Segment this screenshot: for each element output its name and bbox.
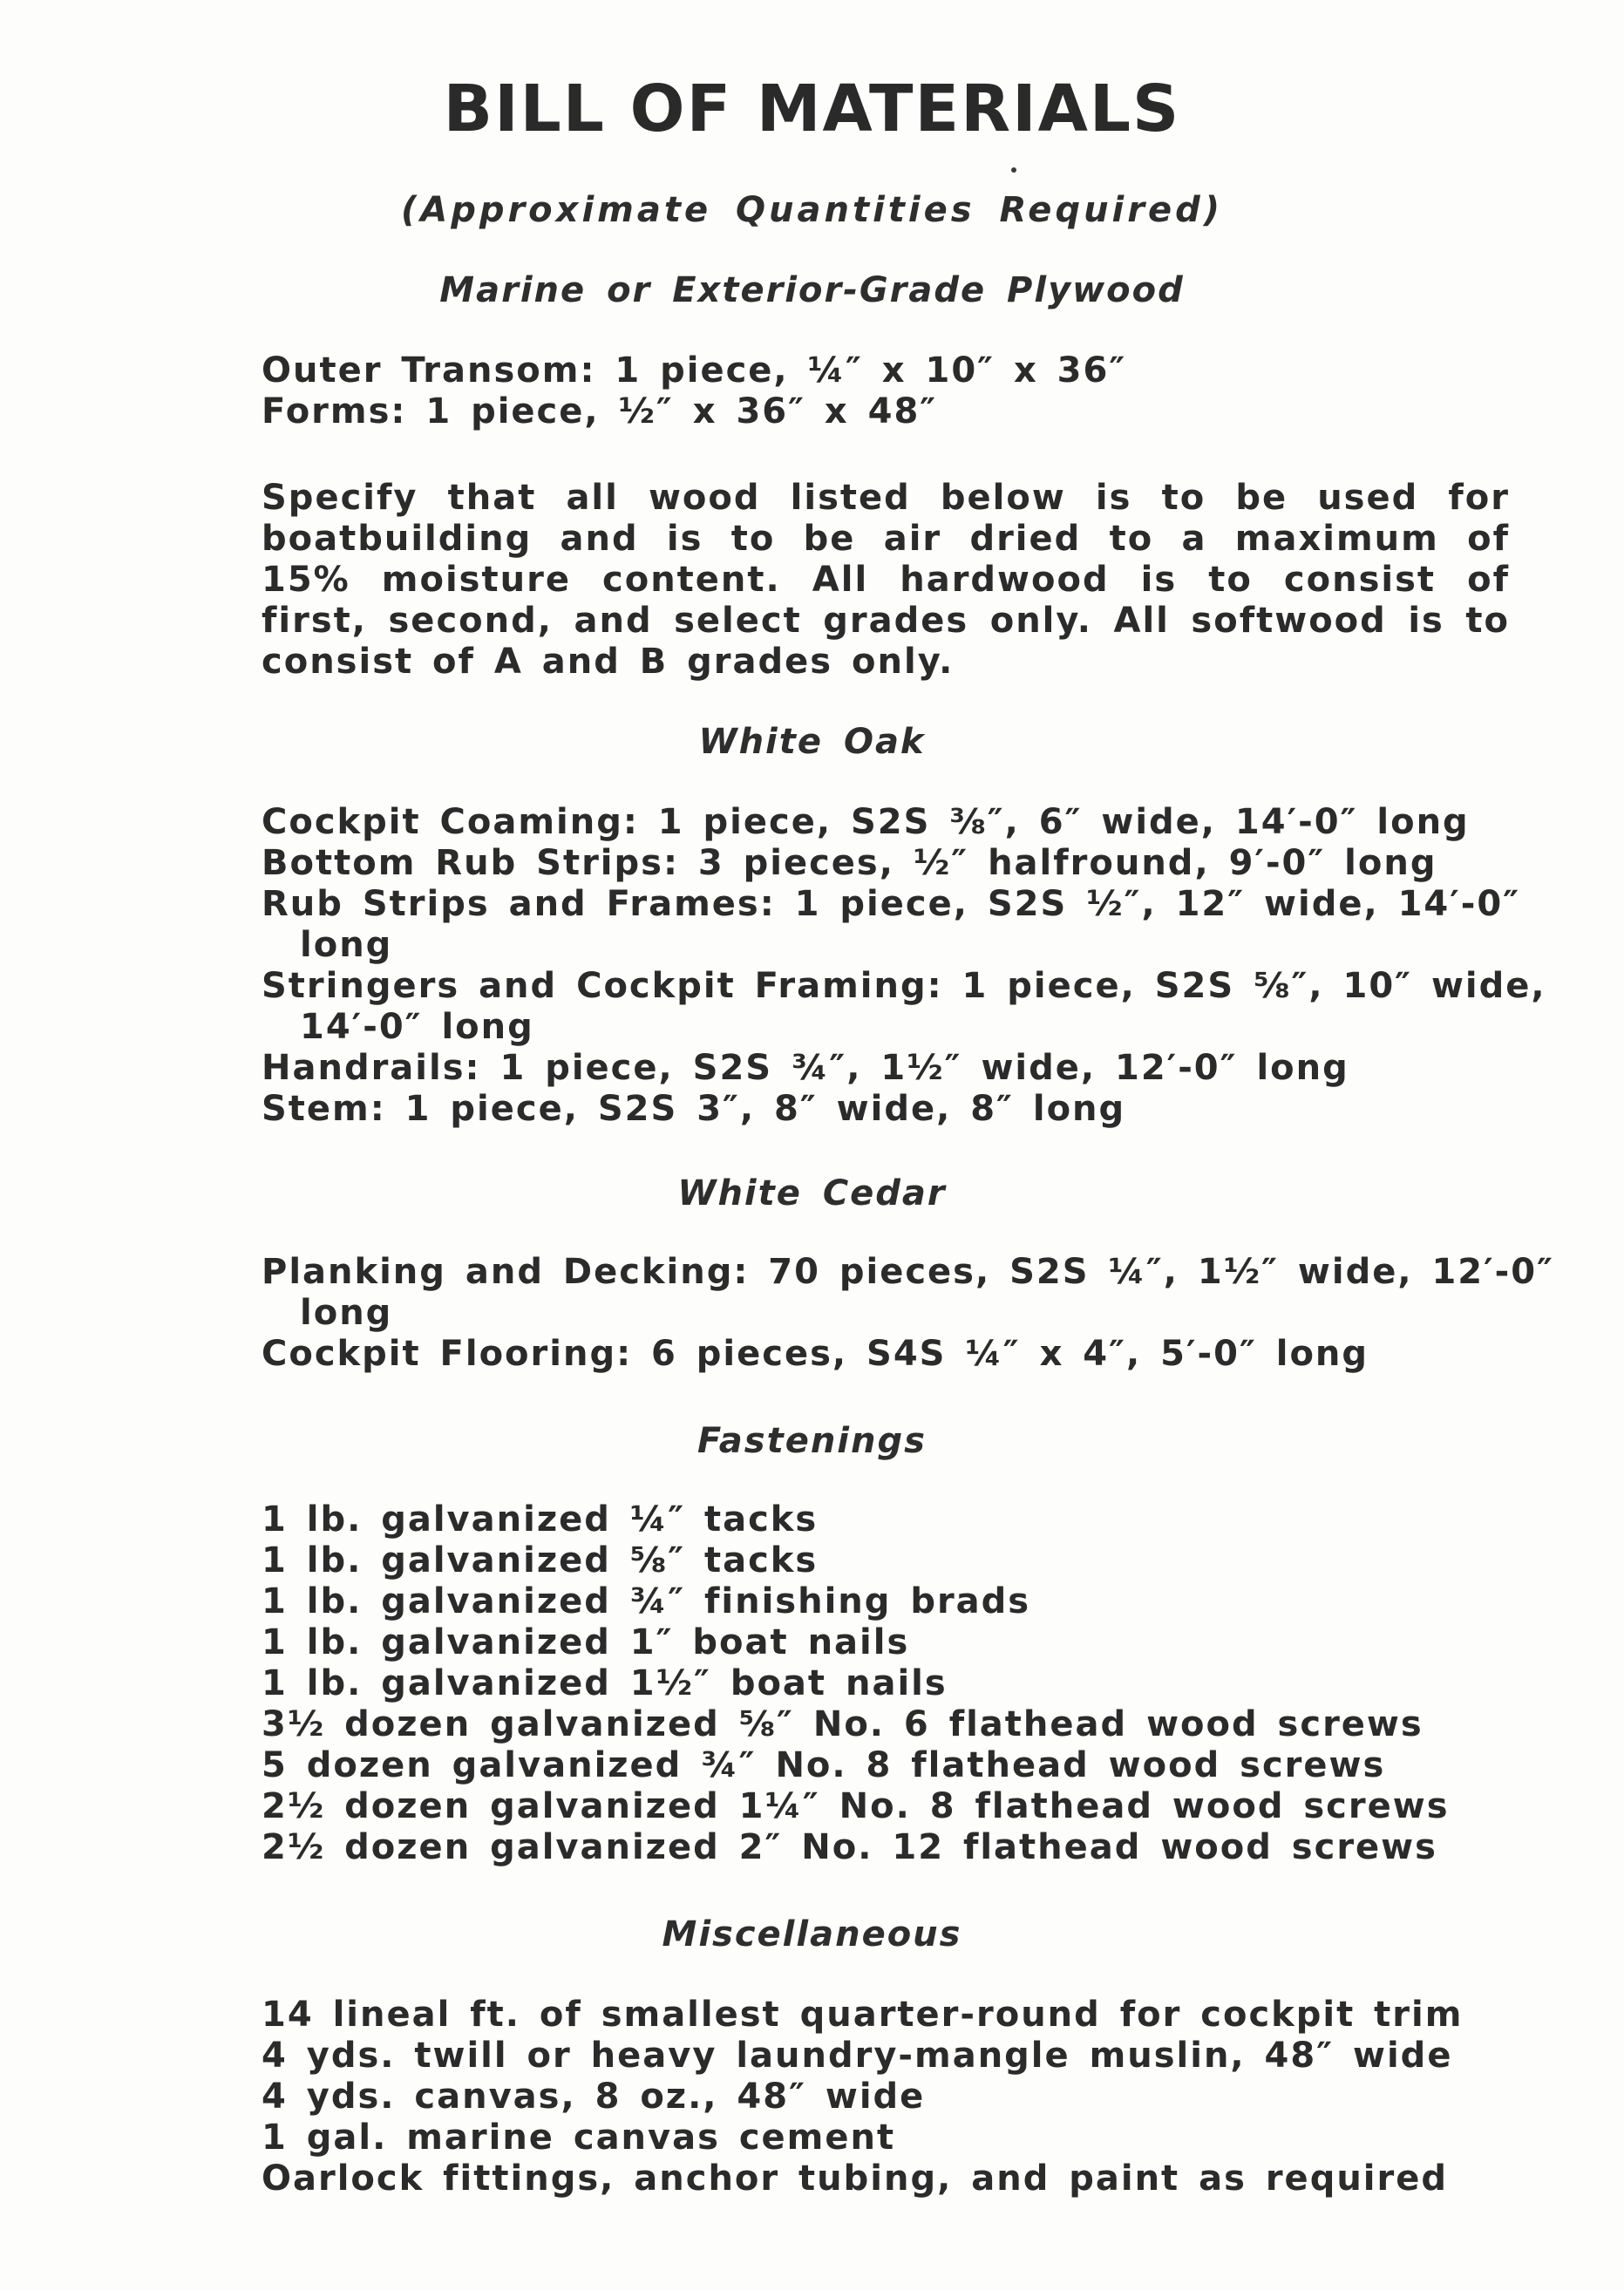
list-item-continuation: long xyxy=(300,925,393,965)
list-item: Outer Transom: 1 piece, ¼″ x 10″ x 36″ xyxy=(262,350,1127,391)
white-cedar-heading: White Cedar xyxy=(677,1173,947,1213)
miscellaneous-list xyxy=(262,1995,1517,2199)
list-item: Oarlock fittings, anchor tubing, and paint as required xyxy=(262,2158,1448,2199)
list-item: Stringers and Cockpit Framing: 1 piece, S2S ⅝″, 10″ wide, xyxy=(262,966,1546,1006)
list-item: 1 lb. galvanized ¾″ finishing brads xyxy=(262,1581,1031,1621)
white-cedar-list xyxy=(262,1252,1554,1375)
white-oak-heading: White Oak xyxy=(698,722,926,762)
list-item: 1 gal. marine canvas cement xyxy=(262,2118,896,2158)
list-item: 3½ dozen galvanized ⅝″ No. 6 flathead wood screws xyxy=(262,1704,1424,1744)
list-item-continuation: 14′-0″ long xyxy=(300,1007,534,1047)
fastenings-list xyxy=(262,1499,1517,1868)
list-item: 2½ dozen galvanized 2″ No. 12 flathead wood screws xyxy=(262,1827,1437,1867)
list-item: 4 yds. twill or heavy laundry-mangle muslin, 48″ wide xyxy=(262,2036,1453,2076)
list-item: Cockpit Flooring: 6 pieces, S4S ¼″ x 4″, 5′-0″ long xyxy=(262,1334,1369,1374)
list-item: Forms: 1 piece, ½″ x 36″ x 48″ xyxy=(262,391,938,432)
list-item: 5 dozen galvanized ¾″ No. 8 flathead wood screws xyxy=(262,1745,1386,1785)
list-item: Handrails: 1 piece, S2S ¾″, 1½″ wide, 12′-0″ long xyxy=(262,1048,1349,1088)
fastenings-heading: Fastenings xyxy=(697,1421,927,1461)
plywood-list xyxy=(262,350,1517,432)
ink-speck xyxy=(1011,167,1016,173)
list-item: 14 lineal ft. of smallest quarter-round for cockpit trim xyxy=(262,1995,1464,2035)
page-subtitle: (Approximate Quantities Required) xyxy=(400,190,1224,230)
list-item: Bottom Rub Strips: 3 pieces, ½″ halfround, 9′-0″ long xyxy=(262,843,1437,883)
list-item: 1 lb. galvanized ¼″ tacks xyxy=(262,1499,819,1540)
list-item: Cockpit Coaming: 1 piece, S2S ⅜″, 6″ wide, 14′-0″ long xyxy=(262,802,1470,842)
miscellaneous-heading: Miscellaneous xyxy=(662,1914,962,1954)
list-item: 1 lb. galvanized ⅝″ tacks xyxy=(262,1540,819,1581)
list-item: Rub Strips and Frames: 1 piece, S2S ½″, 12″ wide, 14′-0″ xyxy=(262,884,1521,924)
page-title: BILL OF MATERIALS xyxy=(443,71,1181,146)
list-item: Planking and Decking: 70 pieces, S2S ¼″, 1½″ wide, 12′-0″ xyxy=(262,1252,1554,1292)
list-item: 1 lb. galvanized 1½″ boat nails xyxy=(262,1663,948,1703)
list-item: Stem: 1 piece, S2S 3″, 8″ wide, 8″ long xyxy=(262,1089,1126,1129)
specification-paragraph: Specify that all wood listed below is to be used for boatbuilding and is to be air dried to a maximum of 15% moisture content. All hardwood is to consist of first, second, and select grades only. All softwood is to consist of A and B grades only. xyxy=(262,478,1510,682)
list-item: 4 yds. canvas, 8 oz., 48″ wide xyxy=(262,2077,926,2117)
list-item: 2½ dozen galvanized 1¼″ No. 8 flathead wood screws xyxy=(262,1786,1450,1826)
white-oak-list xyxy=(262,802,1546,1130)
plywood-heading: Marine or Exterior-Grade Plywood xyxy=(439,270,1185,310)
list-item: 1 lb. galvanized 1″ boat nails xyxy=(262,1622,910,1662)
list-item-continuation: long xyxy=(300,1293,393,1333)
